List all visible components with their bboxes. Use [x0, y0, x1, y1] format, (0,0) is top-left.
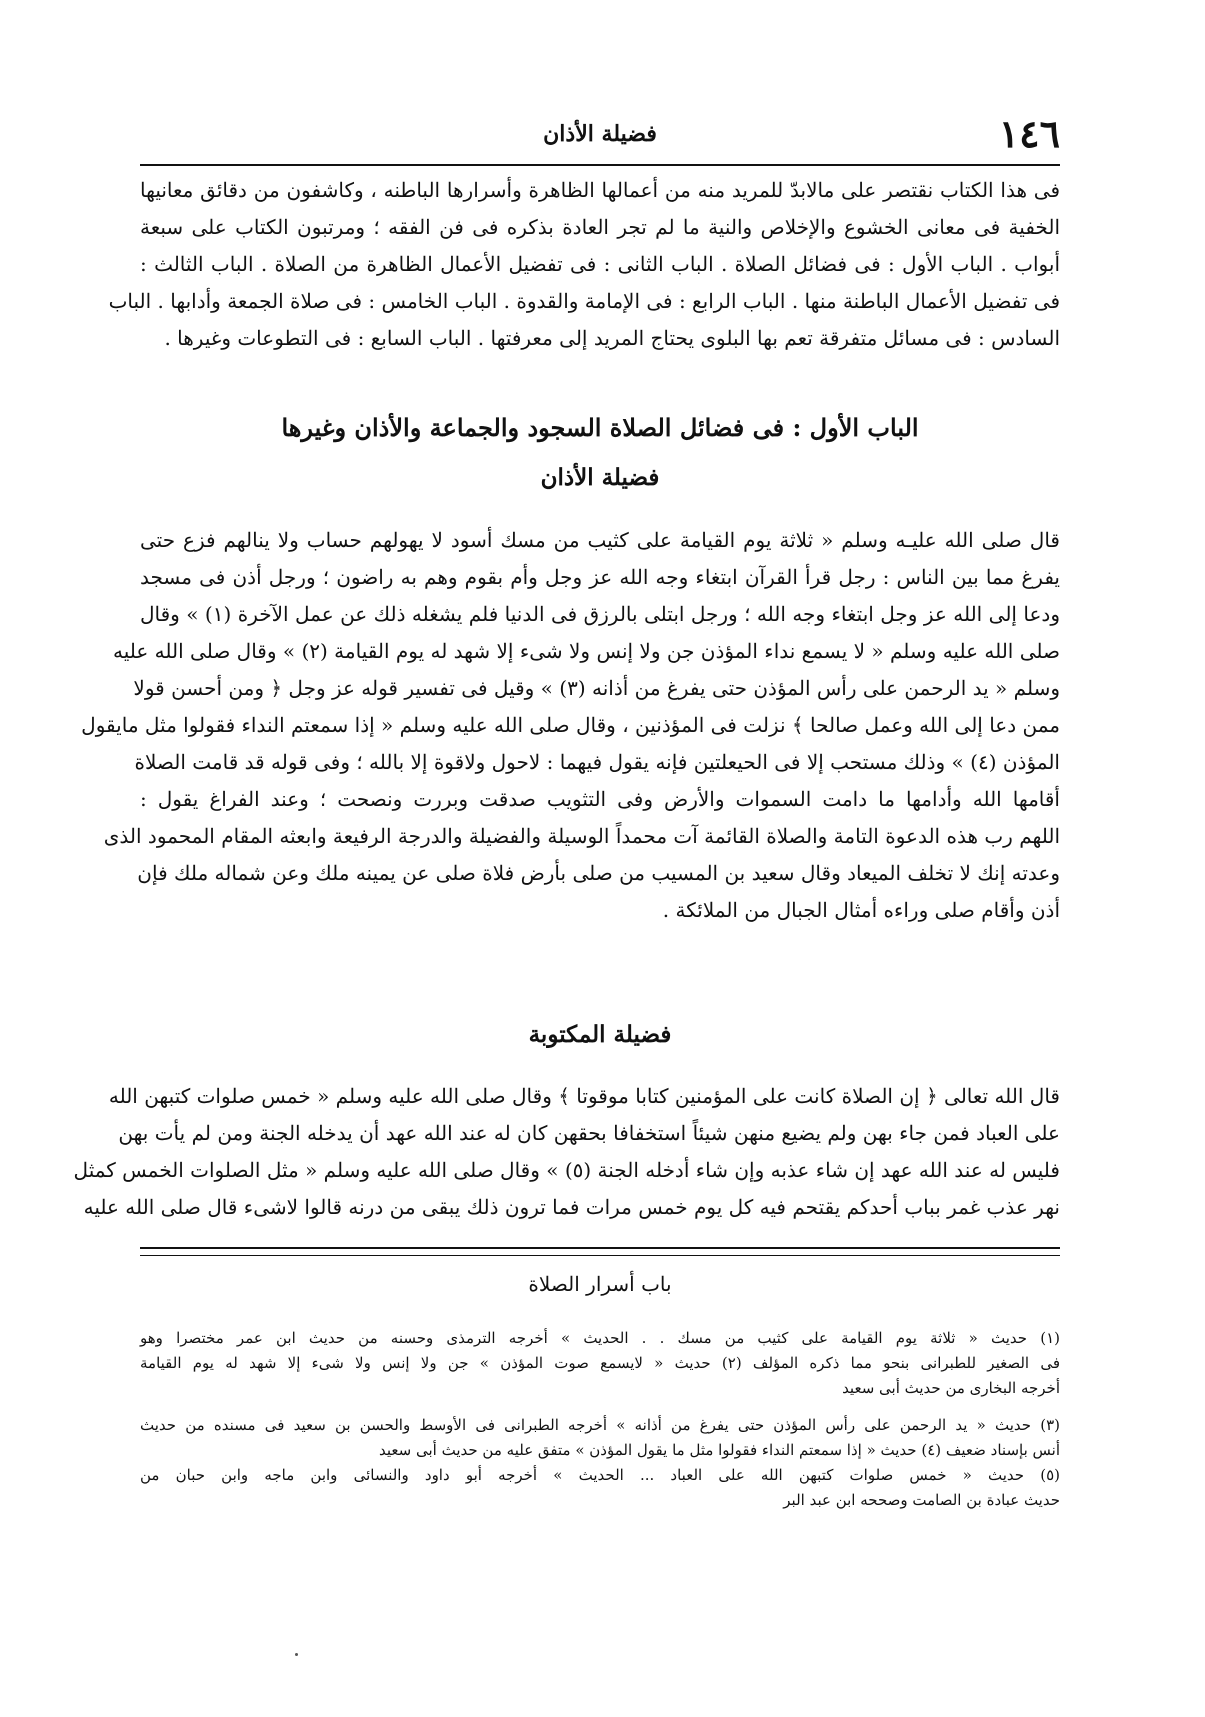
text-line: يفرغ مما بين الناس : رجل قرأ القرآن ابتغاء وجه الله عز وجل وأم بقوم وهم به راضون ؛ ورجل أذن فى مسجد: [140, 565, 1060, 589]
footnote-line: أخرجه البخارى من حديث أبى سعيد: [842, 1379, 1060, 1397]
page-number: ١٤٦: [998, 111, 1060, 156]
print-speck: [295, 1653, 298, 1656]
text-line: فى تفضيل الأعمال الباطنة منها . الباب الرابع : فى الإمامة والقدوة . الباب الخامس : فى صلاة الجمعة وأدابها . الباب: [108, 289, 1060, 313]
text-line: قال الله تعالى ﴿ إن الصلاة كانت على المؤمنين كتابا موقوتا ﴾ وقال صلى الله عليه وسلم « خمس صلوات كتبهن الله: [108, 1084, 1060, 1108]
text-line: المؤذن (٤) » وذلك مستحب إلا فى الحيعلتين فإنه يقول فيهما : لاحول ولاقوة إلا بالله ؛ وفى قوله قد قامت الصلاة: [134, 750, 1060, 774]
text-line: السادس : فى مسائل متفرقة تعم بها البلوى يحتاج المريد إلى معرفتها . الباب السابع : فى التطوعات وغيرها .: [164, 326, 1060, 350]
text-line: وسلم « يد الرحمن على رأس المؤذن حتى يفرغ من أذانه (٣) » وقيل فى تفسير قوله عز وجل ﴿ ومن أحسن قولا: [133, 676, 1060, 700]
chapter-heading: الباب الأول : فى فضائل الصلاة السجود والجماعة والأذان وغيرها: [281, 413, 919, 442]
text-line: اللهم رب هذه الدعوة التامة والصلاة القائمة آت محمداً الوسيلة والفضيلة والدرجة الرفيعة وابعثه المقام المحمود الذى: [103, 824, 1060, 848]
footnote-line: أنس بإسناد ضعيف (٤) حديث « إذا سمعتم النداء فقولوا مثل ما يقول المؤذن » متفق عليه من حديث أبى سعيد: [379, 1441, 1060, 1459]
section-heading-maktuba: فضيلة المكتوبة: [528, 1021, 672, 1048]
running-header: [140, 108, 1060, 160]
running-title: فضيلة الأذان: [543, 121, 657, 147]
text-line: ودعا إلى الله عز وجل ابتغاء وجه الله ؛ ورجل ابتلى بالرزق فى الدنيا فلم يشغله ذلك عن عمل الآخرة (١) » وقال: [140, 602, 1060, 626]
text-line: قال صلى الله عليـه وسلم « ثلاثة يوم القيامة على كثيب من مسك أسود لا يهولهم حساب ولا ينالهم فزع حتى: [140, 528, 1060, 552]
text-line: فليس له عند الله عهد إن شاء عذبه وإن شاء أدخله الجنة (٥) » وقال صلى الله عليه وسلم « مثل الصلوات الخمس كمثل: [73, 1158, 1060, 1182]
text-line: أقامها الله وأدامها ما دامت السموات والأرض وفى التثويب صدقت وبررت ونصحت ؛ وعند الفراغ يقول :: [140, 787, 1060, 811]
footnote-separator: [140, 1247, 1060, 1256]
text-line: صلى الله عليه وسلم « لا يسمع نداء المؤذن جن ولا إنس ولا شىء إلا شهد له يوم القيامة (٢) » وقال صلى الله عليه: [113, 639, 1060, 663]
text-line: أذن وأقام صلى وراءه أمثال الجبال من الملائكة .: [662, 898, 1060, 922]
text-line: فى هذا الكتاب نقتصر على مالابدّ للمريد منه من أعمالها الظاهرة وأسرارها الباطنه ، وكاشفون من دقائق معانيها: [140, 178, 1060, 202]
text-line: الخفية فى معانى الخشوع والإخلاص والنية ما لم تجر العادة بذكره فى فن الفقه ؛ ومرتبون الكتاب على سبعة: [140, 215, 1060, 239]
footnote-line: (٣) حديث « يد الرحمن على رأس المؤذن حتى يفرغ من أذانه » أخرجه الطبرانى فى الأوسط والحسن بن سعيد فى مسنده من حديث: [140, 1416, 1060, 1434]
footnote-line: حديث عبادة بن الصامت وصححه ابن عبد البر: [783, 1491, 1060, 1509]
text-line: أبواب . الباب الأول : فى فضائل الصلاة . الباب الثانى : فى تفضيل الأعمال الظاهرة من الصلاة . الباب الثالث :: [140, 252, 1060, 276]
section-heading-adhan: فضيلة الأذان: [540, 464, 660, 491]
text-line: ممن دعا إلى الله وعمل صالحا ﴾ نزلت فى المؤذنين ، وقال صلى الله عليه وسلم « إذا سمعتم النداء فقولوا مثل مايقول: [81, 713, 1060, 737]
footnote-heading: باب أسرار الصلاة: [528, 1272, 672, 1296]
text-line: وعدته إنك لا تخلف الميعاد وقال سعيد بن المسيب من صلى بأرض فلاة صلى عن يمينه ملك وعن شماله ملك فإن: [137, 861, 1060, 885]
maktuba-paragraph: [73, 1078, 1060, 1226]
footnote-line: (١) حديث « ثلاثة يوم القيامة على كثيب من مسك . . الحديث » أخرجه الترمذى وحسنه من حديث ابن عمر مختصرا وهو: [140, 1329, 1060, 1347]
footnotes: [140, 1326, 1060, 1513]
footnote-line: فى الصغير للطبرانى بنحو مما ذكره المؤلف (٢) حديث « لايسمع صوت المؤذن » جن ولا إنس ولا شىء إلا شهد له يوم القيامة: [140, 1354, 1060, 1372]
text-line: على العباد فمن جاء بهن ولم يضيع منهن شيئاً استخفافا بحقهن كان له عند الله عهد أن يدخله الجنة ومن لم يأت بهن: [118, 1121, 1060, 1145]
header-rule: [140, 164, 1060, 166]
text-line: نهر عذب غمر بباب أحدكم يقتحم فيه كل يوم خمس مرات فما ترون ذلك يبقى من درنه قالوا لاشىء قال صلى الله عليه: [83, 1195, 1060, 1219]
adhan-paragraph: [81, 522, 1060, 929]
intro-paragraph: [108, 172, 1060, 357]
footnote-line: (٥) حديث « خمس صلوات كتبهن الله على العباد ... الحديث » أخرجه أبو داود والنسائى وابن ماجه وابن حبان من: [140, 1466, 1060, 1484]
